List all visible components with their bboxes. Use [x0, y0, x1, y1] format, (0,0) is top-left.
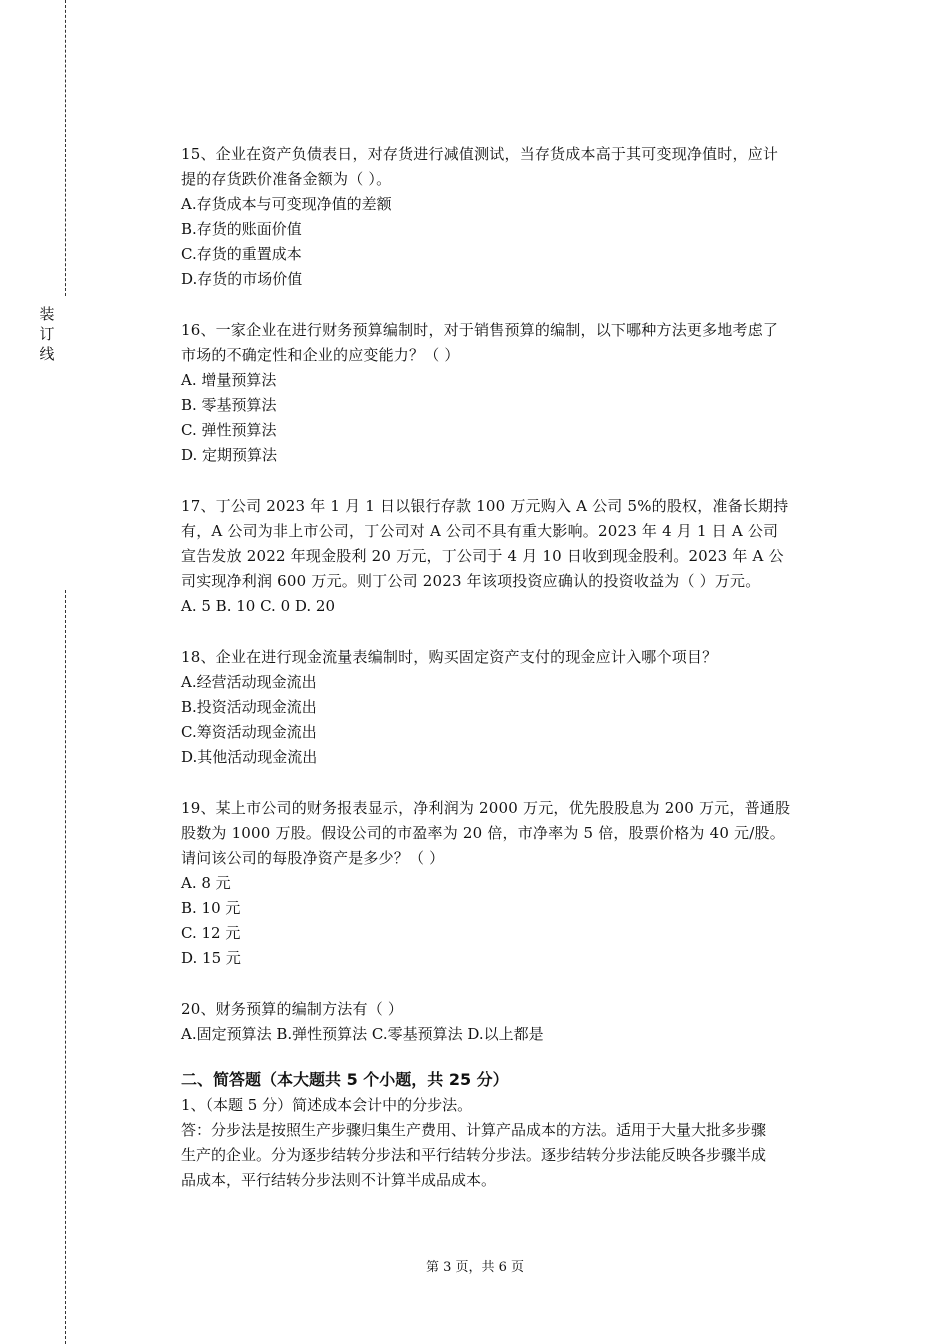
exam-content	[181, 142, 845, 1193]
option-b: B. 零基预算法	[181, 396, 277, 414]
question-stem-line: 17、丁公司 2023 年 1 月 1 日以银行存款 100 万元购入 A 公司 5%的股权，准备长期持	[181, 497, 789, 515]
section-title: 二、简答题（本大题共 5 个小题，共 25 分）	[181, 1070, 509, 1089]
option-b: B.存货的账面价值	[181, 220, 302, 238]
page-number: 第 3 页，共 6 页	[425, 1260, 525, 1275]
binding-label-char: 线	[39, 345, 55, 363]
option-c: C.筹资活动现金流出	[181, 723, 317, 741]
binding-label-char: 装	[39, 305, 55, 323]
question-18	[181, 645, 845, 770]
option-a: A. 8 元	[181, 874, 231, 892]
question-stem-line: 16、一家企业在进行财务预算编制时，对于销售预算的编制，以下哪种方法更多地考虑了	[181, 321, 779, 339]
option-b: B.投资活动现金流出	[181, 698, 317, 716]
question-15	[181, 142, 845, 292]
binding-dashed-line-top	[65, 0, 66, 296]
answer-line: 答：分步法是按照生产步骤归集生产费用、计算产品成本的方法。适用于大量大批多步骤	[181, 1121, 767, 1139]
short-answer-section	[181, 1067, 845, 1193]
question-stem-line: 15、企业在资产负债表日，对存货进行减值测试，当存货成本高于其可变现净值时，应计	[181, 145, 779, 163]
question-stem-line: 18、企业在进行现金流量表编制时，购买固定资产支付的现金应计入哪个项目？	[181, 648, 718, 666]
option-c: C.存货的重置成本	[181, 245, 302, 263]
question-stem-line: 市场的不确定性和企业的应变能力？（ ）	[181, 346, 460, 364]
question-17	[181, 494, 845, 619]
option-d: D. 定期预算法	[181, 446, 278, 464]
question-stem-line: 20、财务预算的编制方法有（ ）	[181, 1000, 404, 1018]
question-stem-line: 司实现净利润 600 万元。则丁公司 2023 年该项投资应确认的投资收益为（ ）万元。	[181, 572, 761, 590]
option-d: D.存货的市场价值	[181, 270, 303, 288]
binding-line-label	[38, 304, 56, 364]
question-16	[181, 318, 845, 468]
question-stem-line: 提的存货跌价准备金额为（ ）。	[181, 170, 392, 188]
question-stem-line: 股数为 1000 万股。假设公司的市盈率为 20 倍，市净率为 5 倍，股票价格为 40 元/股。	[181, 824, 785, 842]
option-c: C. 弹性预算法	[181, 421, 277, 439]
question-stem-line: 请问该公司的每股净资产是多少？（ ）	[181, 849, 445, 867]
option-d: D.其他活动现金流出	[181, 748, 318, 766]
option-a: A.存货成本与可变现净值的差额	[181, 195, 392, 213]
options-inline: A. 5 B. 10 C. 0 D. 20	[181, 597, 335, 615]
question-stem-line: 有，A 公司为非上市公司，丁公司对 A 公司不具有重大影响。2023 年 4 月 1 日 A 公司	[181, 522, 779, 540]
short-answer-question: 1、（本题 5 分）简述成本会计中的分步法。	[181, 1096, 473, 1114]
question-19	[181, 796, 845, 971]
question-20	[181, 997, 845, 1047]
option-c: C. 12 元	[181, 924, 241, 942]
option-a: A. 增量预算法	[181, 371, 277, 389]
answer-line: 品成本，平行结转分步法则不计算半成品成本。	[181, 1171, 497, 1189]
answer-line: 生产的企业。分为逐步结转分步法和平行结转分步法。逐步结转分步法能反映各步骤半成	[181, 1146, 767, 1164]
option-d: D. 15 元	[181, 949, 241, 967]
question-stem-line: 19、某上市公司的财务报表显示，净利润为 2000 万元，优先股股息为 200 万元，普通股	[181, 799, 791, 817]
binding-label-char: 订	[39, 325, 55, 343]
binding-dashed-line-bottom	[65, 590, 66, 1344]
option-a: A.经营活动现金流出	[181, 673, 317, 691]
options-inline: A.固定预算法 B.弹性预算法 C.零基预算法 D.以上都是	[181, 1025, 544, 1043]
option-b: B. 10 元	[181, 899, 241, 917]
question-stem-line: 宣告发放 2022 年现金股利 20 万元，丁公司于 4 月 10 日收到现金股利。2023 年 A 公	[181, 547, 784, 565]
